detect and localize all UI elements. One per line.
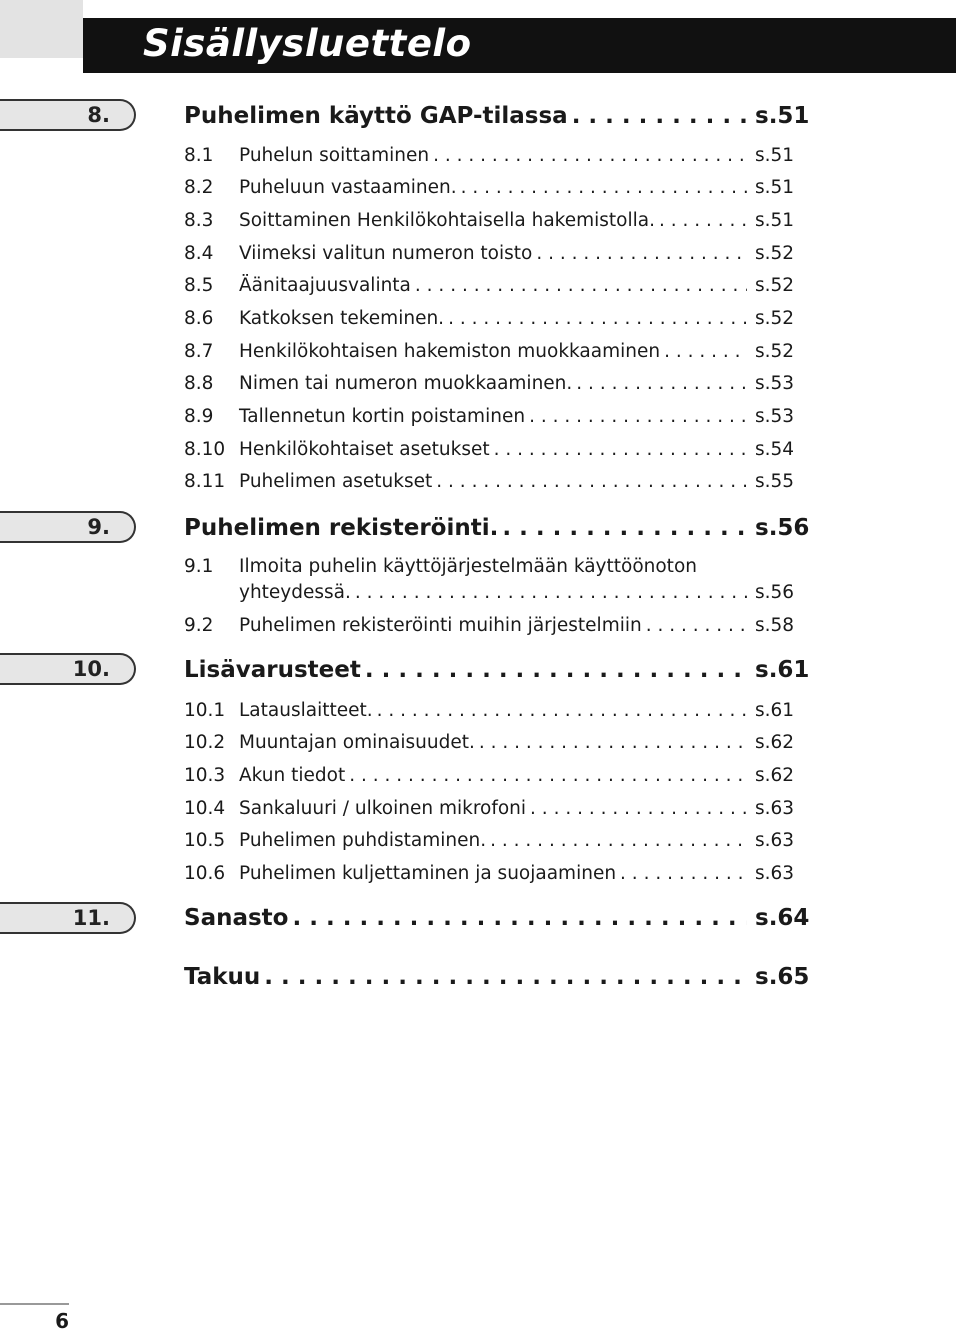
toc-section[interactable]: Lisävarusteet . . . s.61 <box>184 657 801 683</box>
toc-item[interactable]: 10.1 Latauslaitteet. . . . s.61 <box>184 700 801 721</box>
toc-item-continuation[interactable]: yhteydessä. . . . s.56 <box>239 582 801 603</box>
toc-item[interactable]: 8.1 Puhelun soittaminen . . . s.51 <box>184 145 801 166</box>
chapter-tab-9: 9. <box>0 511 136 543</box>
toc-item[interactable]: 10.3 Akun tiedot . . . s.62 <box>184 765 801 786</box>
toc-item[interactable]: 10.2 Muuntajan ominaisuudet. . . . s.62 <box>184 732 801 753</box>
toc-item[interactable]: 8.2 Puheluun vastaaminen. . . . s.51 <box>184 177 801 198</box>
toc-item[interactable]: 9.1 Ilmoita puhelin käyttöjärjestelmään käyttöönoton <box>184 556 697 577</box>
toc-item[interactable]: 8.10 Henkilökohtaiset asetukset . . . s.54 <box>184 439 801 460</box>
corner-block <box>0 0 83 58</box>
toc-item[interactable]: 10.6 Puhelimen kuljettaminen ja suojaaminen . . . s.63 <box>184 863 801 884</box>
toc-item[interactable]: 8.7 Henkilökohtaisen hakemiston muokkaaminen . . . s.52 <box>184 341 801 362</box>
toc-item[interactable]: 8.11 Puhelimen asetukset . . . s.55 <box>184 471 801 492</box>
toc-item[interactable]: 8.8 Nimen tai numeron muokkaaminen. . . . s.53 <box>184 373 801 394</box>
chapter-tab-10: 10. <box>0 653 136 685</box>
toc-item[interactable]: 10.5 Puhelimen puhdistaminen. . . . s.63 <box>184 830 801 851</box>
toc-section[interactable]: Puhelimen käyttö GAP-tilassa . . . s.51 <box>184 103 801 129</box>
toc-item[interactable]: 8.9 Tallennetun kortin poistaminen . . . s.53 <box>184 406 801 427</box>
toc-item[interactable]: 8.6 Katkoksen tekeminen. . . . s.52 <box>184 308 801 329</box>
chapter-tab-8: 8. <box>0 99 136 131</box>
toc-item[interactable]: 10.4 Sankaluuri / ulkoinen mikrofoni . . . s.63 <box>184 798 801 819</box>
page-title: Sisällysluettelo <box>143 22 472 65</box>
toc-item[interactable]: 8.3 Soittaminen Henkilökohtaisella hakemistolla. . . . s.51 <box>184 210 801 231</box>
toc-item[interactable]: 8.5 Äänitaajuusvalinta . . . s.52 <box>184 275 801 296</box>
toc-section[interactable]: Sanasto . . . s.64 <box>184 905 801 931</box>
toc-section[interactable]: Puhelimen rekisteröinti. . . . s.56 <box>184 515 801 541</box>
toc-section[interactable]: Takuu . . . s.65 <box>184 964 801 990</box>
page-number: 6 <box>0 1303 69 1333</box>
chapter-tab-11: 11. <box>0 902 136 934</box>
title-bar <box>83 18 956 73</box>
toc-item[interactable]: 9.2 Puhelimen rekisteröinti muihin järjestelmiin . . . s.58 <box>184 615 801 636</box>
toc-item[interactable]: 8.4 Viimeksi valitun numeron toisto . . . s.52 <box>184 243 801 264</box>
